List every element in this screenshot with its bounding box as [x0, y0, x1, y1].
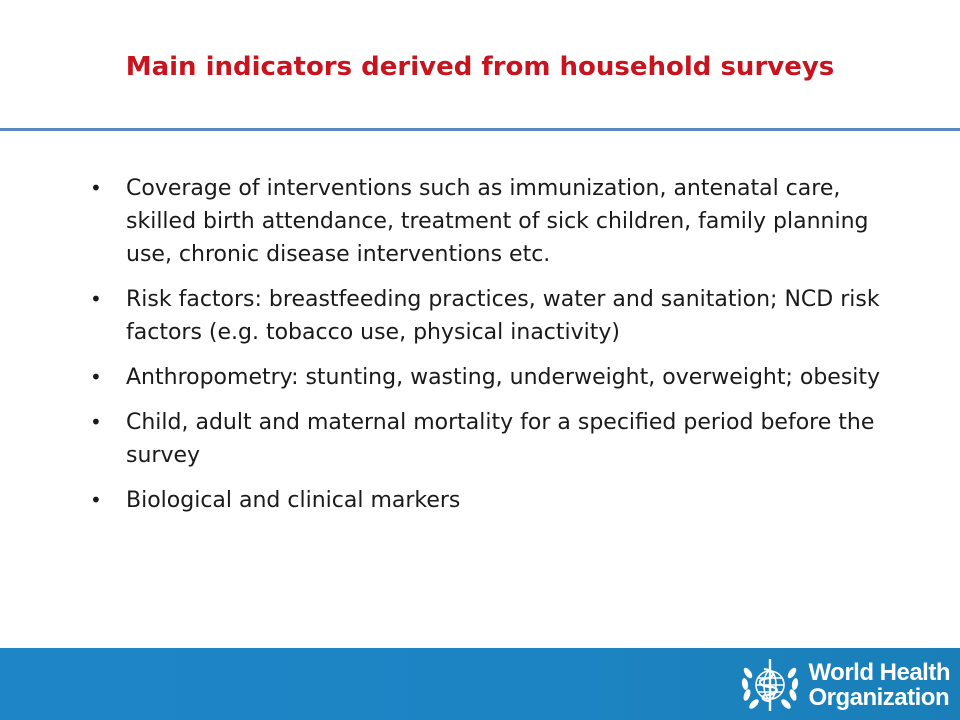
bullet-marker: • — [90, 410, 102, 434]
bullet-text: Biological and clinical markers — [126, 488, 461, 513]
bullet-marker: • — [90, 365, 102, 389]
org-name-line-2: Organization — [808, 684, 950, 711]
bullet-item — [90, 361, 890, 394]
org-name — [808, 660, 950, 710]
bullet-item — [90, 484, 890, 517]
footer-bar — [0, 648, 960, 720]
bullet-text: Coverage of interventions such as immunization, antenatal care, skilled birth attendance, treatment of sick children, family planning use, chronic disease interventions etc. — [126, 176, 869, 267]
bullet-marker: • — [90, 176, 102, 200]
bullet-item — [90, 172, 890, 271]
who-emblem-icon — [738, 653, 802, 717]
org-name-line-1: World Health — [808, 659, 950, 686]
slide-title: Main indicators derived from household surveys — [125, 52, 835, 82]
bullet-item — [90, 283, 890, 349]
title-divider — [0, 128, 960, 131]
bullet-item — [90, 406, 890, 472]
bullet-marker: • — [90, 488, 102, 512]
bullet-list — [90, 172, 890, 529]
bullet-text: Child, adult and maternal mortality for a specified period before the survey — [126, 410, 875, 468]
bullet-text: Risk factors: breastfeeding practices, water and sanitation; NCD risk factors (e.g. tobacco use, physical inactivity) — [126, 287, 880, 345]
who-logo — [738, 650, 950, 720]
bullet-marker: • — [90, 287, 102, 311]
bullet-text: Anthropometry: stunting, wasting, underweight, overweight; obesity — [126, 365, 881, 390]
